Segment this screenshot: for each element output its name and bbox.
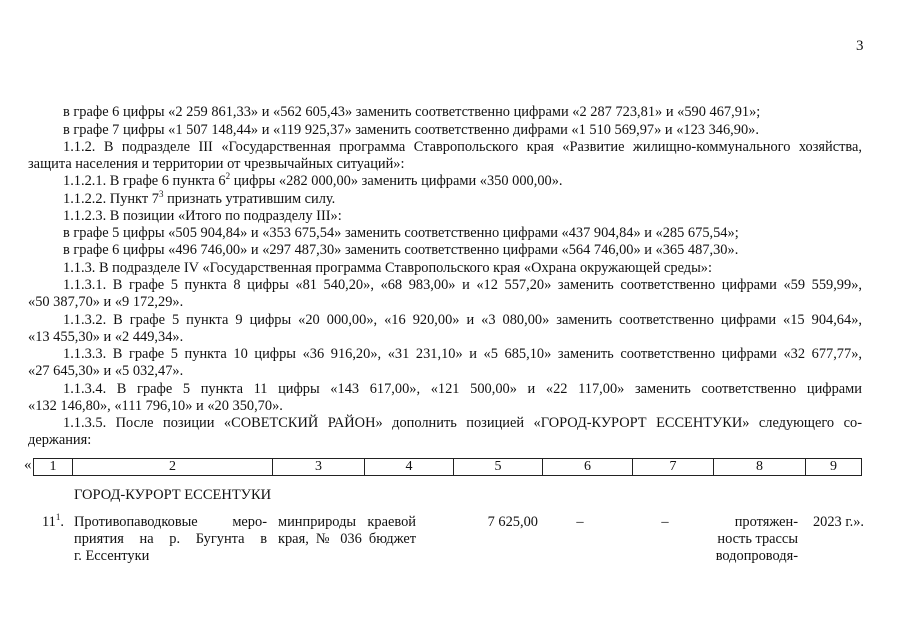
row-col6: – — [576, 514, 584, 530]
page-number: 3 — [856, 38, 864, 54]
column-number: 8 — [714, 459, 806, 476]
text-line: 1.1.2.2. Пункт $7^3$ признать утратившим силу. — [63, 189, 336, 207]
text-line: 1.1.3.5. После позиции «СОВЕТСКИЙ РАЙОН» дополнить позицией «ГОРОД-КУРОРТ ЕССЕНТУКИ» следующего со- — [63, 415, 862, 431]
column-number: 3 — [273, 459, 365, 476]
column-number: 4 — [365, 459, 454, 476]
text-line: 1.1.3.1. В графе 5 пункта 8 цифры «81 540,20», «68 983,00» и «12 557,20» заменить соответственно цифрами «59 559,99», — [63, 277, 862, 293]
text-line: 1.1.2. В подразделе III «Государственная программа Ставропольского края «Развитие жилищно-коммунального хозяйства, — [63, 139, 862, 155]
row-number: $11^1$. — [42, 512, 64, 530]
text-line: 1.1.3. В подразделе IV «Государственная программа Ставропольского края «Охрана окружающей среды»: — [63, 260, 712, 276]
text-line: в графе 6 цифры «496 746,00» и «297 487,30» заменить соответственно цифрами «564 746,00» и «365 487,30». — [63, 242, 739, 258]
row-description: Противопаводковые меро- приятия на р. Бугунта в г. Ессентуки — [74, 514, 267, 564]
row-indicator: протяжен- ность трассы водопроводя- — [715, 514, 798, 564]
text-line: «13 455,30» и «2 449,34». — [28, 329, 184, 345]
text-line: 1.1.2.3. В позиции «Итого по подразделу III»: — [63, 208, 342, 224]
text-line: в графе 7 цифры «1 507 148,44» и «119 925,37» заменить соответственно дифрами «1 510 569,97» и «123 346,90». — [63, 122, 759, 138]
text-line: защита населения и территории от чрезвычайных ситуаций»: — [28, 156, 405, 172]
open-quote: « — [24, 457, 32, 473]
row-responsible: минприроды краевой края, № 036 бюджет — [278, 514, 416, 547]
text-line: «27 645,30» и «5 032,47». — [28, 363, 184, 379]
row-col7: – — [661, 514, 669, 530]
column-header-table — [33, 458, 862, 476]
text-line: «132 146,80», «111 796,10» и «20 350,70». — [28, 398, 283, 414]
column-number: 9 — [806, 459, 862, 476]
text-line: держания: — [28, 432, 92, 448]
text-line: 1.1.3.3. В графе 5 пункта 10 цифры «36 916,20», «31 231,10» и «5 685,10» заменить соответственно цифрами «32 677,77», — [63, 346, 862, 362]
column-number: 7 — [633, 459, 714, 476]
text-line: 1.1.3.2. В графе 5 пункта 9 цифры «20 000,00», «16 920,00» и «3 080,00» заменить соответственно цифрами «15 904,64», — [63, 312, 862, 328]
row-year: 2023 г.». — [812, 514, 864, 530]
column-number: 5 — [454, 459, 543, 476]
row-amount: 7 625,00 — [487, 514, 538, 530]
text-line: «50 387,70» и «9 172,29». — [28, 294, 184, 310]
column-number: 1 — [34, 459, 73, 476]
column-number: 6 — [543, 459, 633, 476]
text-line: 1.1.3.4. В графе 5 пункта 11 цифры «143 617,00», «121 500,00» и «22 117,00» заменить соответственно цифрами — [63, 381, 862, 397]
column-number: 2 — [73, 459, 273, 476]
section-title: ГОРОД-КУРОРТ ЕССЕНТУКИ — [74, 487, 272, 503]
text-line: в графе 5 цифры «505 904,84» и «353 675,54» заменить соответственно цифрами «437 904,84» и «285 675,54»; — [63, 225, 739, 241]
text-line: 1.1.2.1. В графе 6 пункта $6^2$ цифры «282 000,00» заменить цифрами «350 000,00». — [63, 171, 563, 189]
text-line: в графе 6 цифры «2 259 861,33» и «562 605,43» заменить соответственно цифрами «2 287 723,81» и «590 467,91»; — [63, 104, 761, 120]
